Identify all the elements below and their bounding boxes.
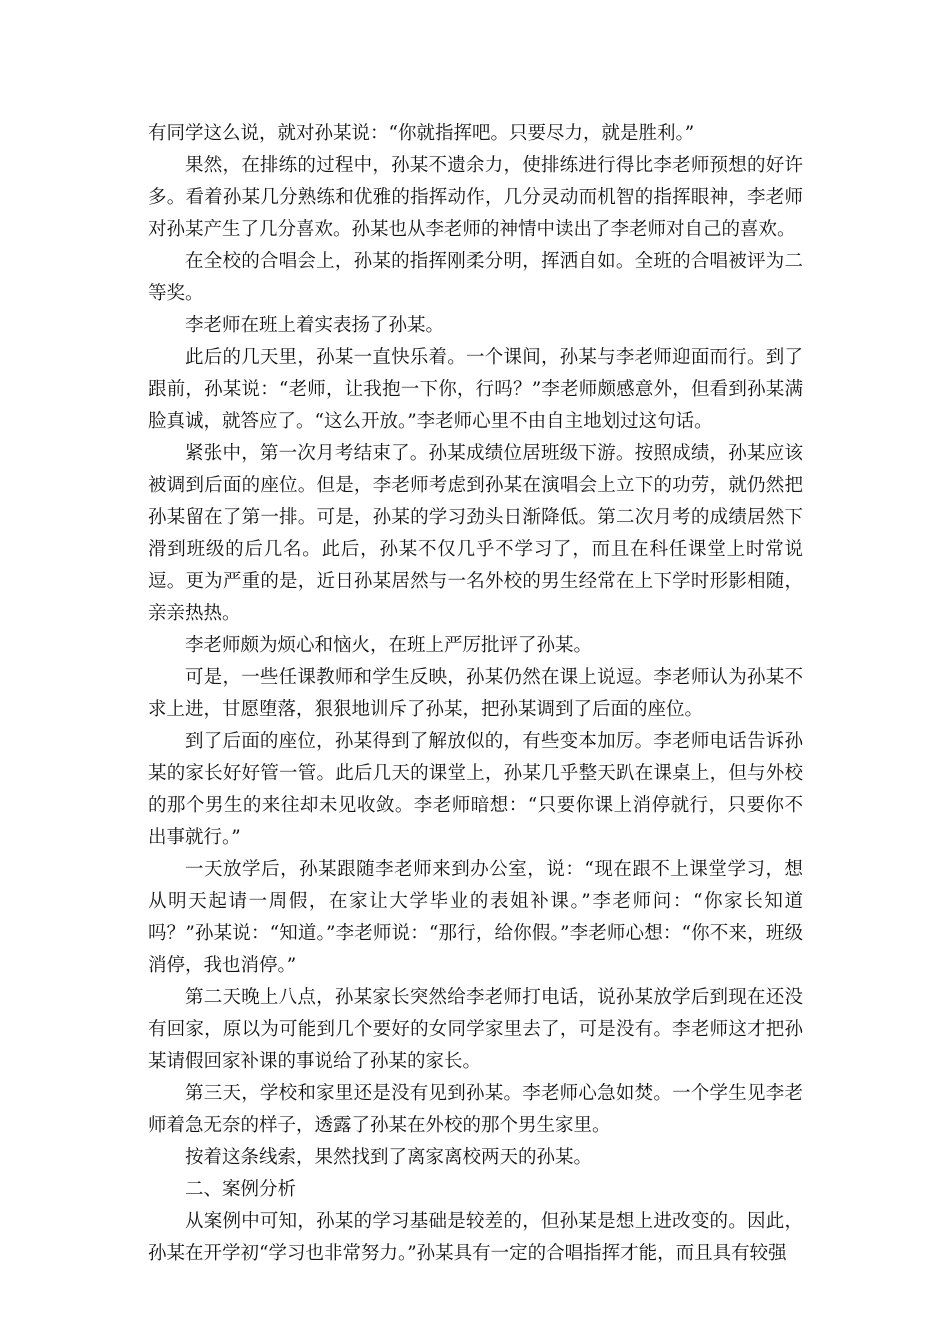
document-page [148, 118, 803, 1270]
paragraph-7: 李老师颇为烦心和恼火，在班上严厉批评了孙某。 [185, 635, 593, 656]
paragraph-13: 按着这条线索，果然找到了离家离校两天的孙某。 [185, 1147, 593, 1168]
paragraph-2: 果然，在排练的过程中，孙某不遗余力，使排练进行得比李老师预想的好许多。看着孙某几分熟练和优雅的指挥动作，几分灵动而机智的指挥眼神，李老师对孙某产生了几分喜欢。孙某也从李老师的神情中读出了李老师对自己的喜欢。 [148, 155, 803, 240]
section-heading: 二、案例分析 [185, 1179, 297, 1200]
paragraph-4: 李老师在班上着实表扬了孙某。 [185, 315, 445, 336]
paragraph-1: 有同学这么说，就对孙某说：“你就指挥吧。只要尽力，就是胜利。” [148, 123, 695, 144]
paragraph-6: 紧张中，第一次月考结束了。孙某成绩位居班级下游。按照成绩，孙某应该被调到后面的座位。但是，李老师考虑到孙某在演唱会上立下的功劳，就仍然把孙某留在了第一排。可是，孙某的学习劲头日渐降低。第二次月考的成绩居然下滑到班级的后几名。此后，孙某不仅几乎不学习了，而且在科任课堂上时常说逗。更为严重的是，近日孙某居然与一名外校的男生经常在上下学时形影相随，亲亲热热。 [148, 443, 803, 624]
paragraph-14: 从案例中可知，孙某的学习基础是较差的，但孙某是想上进改变的。因此，孙某在开学初“学习也非常努力。”孙某具有一定的合唱指挥才能，而且具有较强 [148, 1211, 803, 1264]
paragraph-11: 第二天晚上八点，孙某家长突然给李老师打电话，说孙某放学后到现在还没有回家，原以为可能到几个要好的女同学家里去了，可是没有。李老师这才把孙某请假回家补课的事说给了孙某的家长。 [148, 987, 803, 1072]
paragraph-5: 此后的几天里，孙某一直快乐着。一个课间，孙某与李老师迎面而行。到了跟前，孙某说：“老师，让我抱一下你，行吗？”李老师颇感意外，但看到孙某满脸真诚，就答应了。“这么开放。”李老师心里不由自主地划过这句话。 [148, 347, 803, 432]
paragraph-10: 一天放学后，孙某跟随李老师来到办公室，说：“现在跟不上课堂学习，想从明天起请一周假，在家让大学毕业的表姐补课。”李老师问：“你家长知道吗？”孙某说：“知道。”李老师说：“那行，给你假。”李老师心想：“你不来，班级消停，我也消停。” [148, 859, 803, 976]
paragraph-3: 在全校的合唱会上，孙某的指挥刚柔分明，挥洒自如。全班的合唱被评为二等奖。 [148, 251, 803, 304]
paragraph-9: 到了后面的座位，孙某得到了解放似的，有些变本加厉。李老师电话告诉孙某的家长好好管一管。此后几天的课堂上，孙某几乎整天趴在课桌上，但与外校的那个男生的来往却未见收敛。李老师暗想：“只要你课上消停就行，只要你不出事就行。” [148, 731, 803, 848]
paragraph-8: 可是，一些任课教师和学生反映，孙某仍然在课上说逗。李老师认为孙某不求上进，甘愿堕落，狠狠地训斥了孙某，把孙某调到了后面的座位。 [148, 667, 803, 720]
paragraph-12: 第三天，学校和家里还是没有见到孙某。李老师心急如焚。一个学生见李老师着急无奈的样子，透露了孙某在外校的那个男生家里。 [148, 1083, 803, 1136]
